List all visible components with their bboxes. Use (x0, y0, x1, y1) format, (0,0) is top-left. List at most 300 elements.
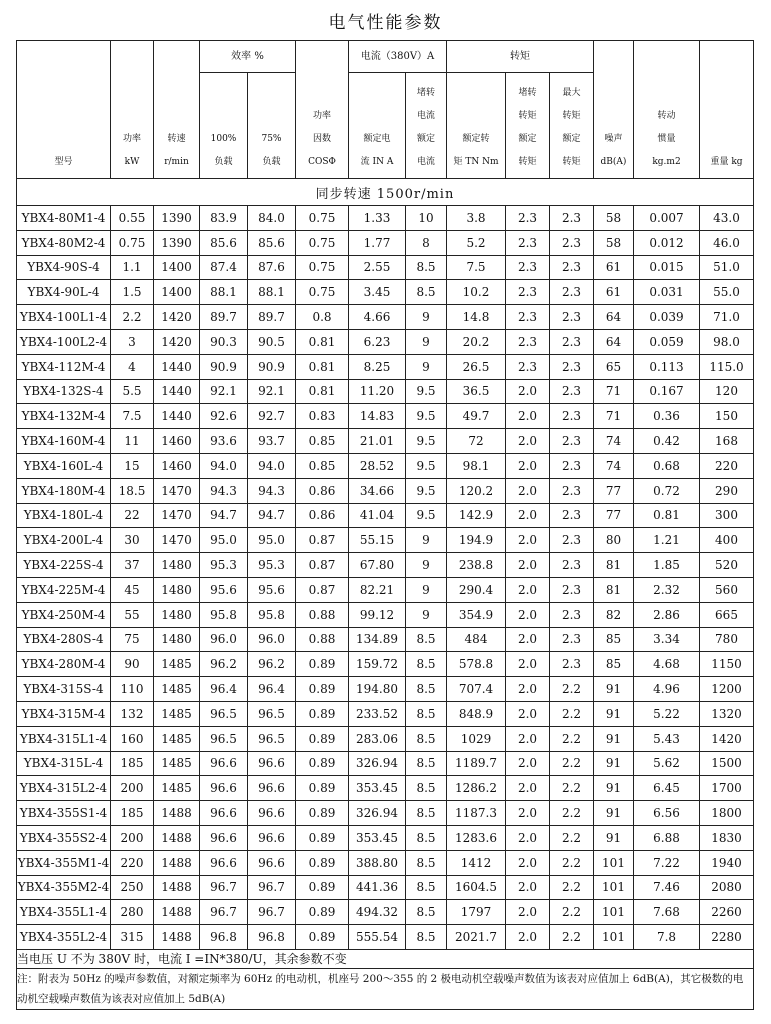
table-row (17, 528, 754, 553)
cell-power-factor: 0.86 (296, 503, 349, 528)
cell-noise: 71 (594, 379, 634, 404)
cell-max-torque-ratio: 2.3 (550, 354, 594, 379)
table-row (17, 280, 754, 305)
cell-model: YBX4-355M1-4 (17, 850, 111, 875)
cell-rated-torque: 578.8 (447, 652, 506, 677)
cell-power-factor: 0.75 (296, 255, 349, 280)
cell-eff-75: 96.6 (248, 801, 296, 826)
cell-speed: 1480 (154, 627, 200, 652)
table-row (17, 652, 754, 677)
cell-eff-75: 95.3 (248, 553, 296, 578)
cell-eff-100: 96.5 (200, 726, 248, 751)
cell-rated-torque: 290.4 (447, 577, 506, 602)
header-power: 功率 kW (111, 41, 154, 179)
cell-noise: 85 (594, 652, 634, 677)
cell-power-factor: 0.89 (296, 726, 349, 751)
cell-eff-100: 96.6 (200, 776, 248, 801)
cell-eff-100: 96.6 (200, 751, 248, 776)
cell-noise: 77 (594, 503, 634, 528)
cell-noise: 65 (594, 354, 634, 379)
cell-power-factor: 0.89 (296, 850, 349, 875)
cell-rated-current: 99.12 (349, 602, 406, 627)
cell-speed: 1400 (154, 255, 200, 280)
header-eff-75: 75% 负载 (248, 73, 296, 179)
cell-eff-100: 95.0 (200, 528, 248, 553)
cell-noise: 91 (594, 801, 634, 826)
cell-model: YBX4-90S-4 (17, 255, 111, 280)
cell-power: 132 (111, 701, 154, 726)
cell-power-factor: 0.75 (296, 280, 349, 305)
table-row (17, 404, 754, 429)
cell-eff-100: 94.0 (200, 453, 248, 478)
cell-eff-75: 96.6 (248, 751, 296, 776)
cell-weight: 1500 (700, 751, 754, 776)
cell-rated-current: 55.15 (349, 528, 406, 553)
cell-inertia: 6.45 (634, 776, 700, 801)
cell-model: YBX4-180M-4 (17, 478, 111, 503)
cell-rated-current: 326.94 (349, 751, 406, 776)
cell-model: YBX4-315S-4 (17, 677, 111, 702)
cell-rated-current: 1.77 (349, 230, 406, 255)
voltage-note: 当电压 U 不为 380V 时，电流 I =IN*380/U，其余参数不变 (17, 949, 754, 968)
cell-locked-torque-ratio: 2.0 (506, 528, 550, 553)
cell-noise: 101 (594, 850, 634, 875)
cell-eff-100: 96.7 (200, 875, 248, 900)
cell-max-torque-ratio: 2.3 (550, 379, 594, 404)
cell-rated-current: 21.01 (349, 429, 406, 454)
cell-inertia: 0.72 (634, 478, 700, 503)
header-max-torque-ratio: 最大 转矩 额定 转矩 (550, 73, 594, 179)
cell-power-factor: 0.85 (296, 453, 349, 478)
cell-eff-75: 94.3 (248, 478, 296, 503)
cell-power-factor: 0.89 (296, 825, 349, 850)
cell-eff-75: 93.7 (248, 429, 296, 454)
cell-locked-current-ratio: 9.5 (406, 453, 447, 478)
cell-power-factor: 0.89 (296, 652, 349, 677)
cell-weight: 46.0 (700, 230, 754, 255)
cell-weight: 115.0 (700, 354, 754, 379)
cell-speed: 1470 (154, 528, 200, 553)
cell-rated-current: 82.21 (349, 577, 406, 602)
header-current-group: 电流（380V）A (349, 41, 447, 73)
cell-speed: 1440 (154, 354, 200, 379)
cell-noise: 81 (594, 553, 634, 578)
table-row (17, 677, 754, 702)
cell-locked-torque-ratio: 2.0 (506, 801, 550, 826)
cell-rated-torque: 3.8 (447, 206, 506, 231)
cell-rated-current: 4.66 (349, 305, 406, 330)
cell-model: YBX4-315L-4 (17, 751, 111, 776)
cell-max-torque-ratio: 2.3 (550, 627, 594, 652)
cell-rated-current: 6.23 (349, 329, 406, 354)
cell-locked-current-ratio: 8.5 (406, 255, 447, 280)
cell-power: 250 (111, 875, 154, 900)
cell-power: 280 (111, 900, 154, 925)
cell-model: YBX4-250M-4 (17, 602, 111, 627)
cell-eff-75: 89.7 (248, 305, 296, 330)
cell-locked-torque-ratio: 2.0 (506, 577, 550, 602)
cell-noise: 61 (594, 255, 634, 280)
cell-inertia: 4.68 (634, 652, 700, 677)
cell-max-torque-ratio: 2.3 (550, 206, 594, 231)
cell-max-torque-ratio: 2.3 (550, 329, 594, 354)
cell-noise: 82 (594, 602, 634, 627)
cell-model: YBX4-315L1-4 (17, 726, 111, 751)
cell-speed: 1488 (154, 875, 200, 900)
cell-model: YBX4-355S1-4 (17, 801, 111, 826)
table-row (17, 503, 754, 528)
cell-rated-torque: 848.9 (447, 701, 506, 726)
cell-model: YBX4-100L2-4 (17, 329, 111, 354)
cell-rated-torque: 26.5 (447, 354, 506, 379)
cell-model: YBX4-355L2-4 (17, 925, 111, 950)
cell-speed: 1480 (154, 602, 200, 627)
cell-inertia: 6.88 (634, 825, 700, 850)
cell-weight: 1940 (700, 850, 754, 875)
cell-model: YBX4-355L1-4 (17, 900, 111, 925)
cell-rated-current: 134.89 (349, 627, 406, 652)
cell-weight: 1700 (700, 776, 754, 801)
cell-locked-current-ratio: 9 (406, 577, 447, 602)
cell-max-torque-ratio: 2.2 (550, 801, 594, 826)
cell-model: YBX4-90L-4 (17, 280, 111, 305)
cell-power-factor: 0.89 (296, 776, 349, 801)
cell-weight: 1420 (700, 726, 754, 751)
cell-locked-current-ratio: 8.5 (406, 751, 447, 776)
cell-weight: 2280 (700, 925, 754, 950)
cell-speed: 1470 (154, 503, 200, 528)
cell-eff-100: 94.3 (200, 478, 248, 503)
cell-max-torque-ratio: 2.2 (550, 701, 594, 726)
cell-inertia: 0.42 (634, 429, 700, 454)
cell-model: YBX4-280M-4 (17, 652, 111, 677)
cell-max-torque-ratio: 2.3 (550, 255, 594, 280)
cell-rated-current: 28.52 (349, 453, 406, 478)
cell-power-factor: 0.85 (296, 429, 349, 454)
header-torque-group: 转矩 (447, 41, 594, 73)
cell-power: 22 (111, 503, 154, 528)
cell-eff-100: 96.5 (200, 701, 248, 726)
cell-eff-75: 84.0 (248, 206, 296, 231)
cell-weight: 71.0 (700, 305, 754, 330)
cell-rated-torque: 20.2 (447, 329, 506, 354)
cell-speed: 1400 (154, 280, 200, 305)
cell-power-factor: 0.89 (296, 900, 349, 925)
noise-note: 注：附表为 50Hz 的噪声参数值，对额定频率为 60Hz 的电动机，机座号 200～355 的 2 极电动机空载噪声数值为该表对应值加上 6dB(A)，其它极数的电动机空载噪声数值为该表对应值加上 5dB(A) (17, 968, 754, 1009)
cell-power: 55 (111, 602, 154, 627)
cell-noise: 58 (594, 230, 634, 255)
cell-eff-75: 96.0 (248, 627, 296, 652)
header-model: 型号 (17, 41, 111, 179)
header-eff-100: 100% 负载 (200, 73, 248, 179)
cell-power: 1.5 (111, 280, 154, 305)
cell-power-factor: 0.89 (296, 751, 349, 776)
cell-power: 185 (111, 751, 154, 776)
cell-max-torque-ratio: 2.3 (550, 602, 594, 627)
cell-noise: 74 (594, 453, 634, 478)
cell-locked-current-ratio: 10 (406, 206, 447, 231)
cell-eff-75: 96.2 (248, 652, 296, 677)
cell-inertia: 2.86 (634, 602, 700, 627)
cell-inertia: 0.113 (634, 354, 700, 379)
cell-inertia: 3.34 (634, 627, 700, 652)
cell-power-factor: 0.81 (296, 379, 349, 404)
cell-locked-torque-ratio: 2.0 (506, 553, 550, 578)
cell-power-factor: 0.75 (296, 230, 349, 255)
cell-power: 220 (111, 850, 154, 875)
cell-noise: 58 (594, 206, 634, 231)
cell-noise: 81 (594, 577, 634, 602)
table-row (17, 825, 754, 850)
cell-max-torque-ratio: 2.2 (550, 850, 594, 875)
cell-noise: 77 (594, 478, 634, 503)
cell-max-torque-ratio: 2.3 (550, 280, 594, 305)
cell-model: YBX4-160M-4 (17, 429, 111, 454)
cell-power-factor: 0.87 (296, 528, 349, 553)
cell-eff-75: 96.7 (248, 875, 296, 900)
cell-model: YBX4-315M-4 (17, 701, 111, 726)
cell-max-torque-ratio: 2.2 (550, 875, 594, 900)
cell-rated-current: 8.25 (349, 354, 406, 379)
table-row (17, 553, 754, 578)
cell-eff-100: 83.9 (200, 206, 248, 231)
table-row (17, 429, 754, 454)
cell-model: YBX4-355M2-4 (17, 875, 111, 900)
cell-locked-torque-ratio: 2.0 (506, 925, 550, 950)
table-row (17, 230, 754, 255)
cell-eff-100: 92.1 (200, 379, 248, 404)
cell-speed: 1390 (154, 230, 200, 255)
cell-weight: 1320 (700, 701, 754, 726)
cell-power-factor: 0.86 (296, 478, 349, 503)
cell-model: YBX4-80M2-4 (17, 230, 111, 255)
cell-weight: 120 (700, 379, 754, 404)
cell-power-factor: 0.89 (296, 701, 349, 726)
cell-inertia: 5.22 (634, 701, 700, 726)
cell-inertia: 1.85 (634, 553, 700, 578)
cell-max-torque-ratio: 2.2 (550, 726, 594, 751)
cell-eff-75: 96.7 (248, 900, 296, 925)
cell-locked-torque-ratio: 2.0 (506, 850, 550, 875)
cell-max-torque-ratio: 2.3 (550, 230, 594, 255)
cell-speed: 1480 (154, 553, 200, 578)
cell-weight: 400 (700, 528, 754, 553)
cell-weight: 168 (700, 429, 754, 454)
cell-rated-torque: 194.9 (447, 528, 506, 553)
cell-power: 160 (111, 726, 154, 751)
cell-power-factor: 0.89 (296, 925, 349, 950)
cell-locked-torque-ratio: 2.0 (506, 825, 550, 850)
cell-power: 0.55 (111, 206, 154, 231)
cell-power: 0.75 (111, 230, 154, 255)
cell-eff-100: 96.6 (200, 850, 248, 875)
cell-model: YBX4-80M1-4 (17, 206, 111, 231)
cell-locked-current-ratio: 8.5 (406, 701, 447, 726)
cell-eff-100: 87.4 (200, 255, 248, 280)
cell-locked-current-ratio: 9.5 (406, 503, 447, 528)
table-row (17, 701, 754, 726)
cell-locked-torque-ratio: 2.3 (506, 329, 550, 354)
table-row (17, 875, 754, 900)
cell-rated-torque: 72 (447, 429, 506, 454)
cell-power: 30 (111, 528, 154, 553)
cell-inertia: 7.68 (634, 900, 700, 925)
cell-speed: 1488 (154, 925, 200, 950)
cell-eff-75: 95.0 (248, 528, 296, 553)
cell-max-torque-ratio: 2.3 (550, 652, 594, 677)
cell-rated-current: 353.45 (349, 776, 406, 801)
cell-power: 2.2 (111, 305, 154, 330)
cell-power: 185 (111, 801, 154, 826)
cell-power-factor: 0.87 (296, 553, 349, 578)
cell-rated-torque: 1797 (447, 900, 506, 925)
cell-rated-current: 34.66 (349, 478, 406, 503)
cell-rated-torque: 238.8 (447, 553, 506, 578)
cell-power-factor: 0.81 (296, 329, 349, 354)
cell-inertia: 7.8 (634, 925, 700, 950)
cell-locked-torque-ratio: 2.3 (506, 230, 550, 255)
cell-model: YBX4-280S-4 (17, 627, 111, 652)
cell-weight: 2260 (700, 900, 754, 925)
cell-weight: 150 (700, 404, 754, 429)
cell-weight: 1150 (700, 652, 754, 677)
cell-rated-current: 159.72 (349, 652, 406, 677)
cell-locked-current-ratio: 8.5 (406, 850, 447, 875)
cell-locked-torque-ratio: 2.3 (506, 255, 550, 280)
cell-max-torque-ratio: 2.3 (550, 429, 594, 454)
cell-noise: 101 (594, 875, 634, 900)
cell-speed: 1485 (154, 751, 200, 776)
cell-power: 200 (111, 776, 154, 801)
cell-power-factor: 0.75 (296, 206, 349, 231)
cell-speed: 1488 (154, 825, 200, 850)
cell-speed: 1440 (154, 404, 200, 429)
cell-eff-75: 96.6 (248, 850, 296, 875)
cell-noise: 91 (594, 751, 634, 776)
cell-power-factor: 0.87 (296, 577, 349, 602)
cell-power-factor: 0.89 (296, 875, 349, 900)
cell-rated-torque: 7.5 (447, 255, 506, 280)
cell-rated-current: 194.80 (349, 677, 406, 702)
cell-noise: 91 (594, 701, 634, 726)
cell-eff-75: 96.4 (248, 677, 296, 702)
cell-eff-100: 93.6 (200, 429, 248, 454)
cell-weight: 55.0 (700, 280, 754, 305)
cell-locked-current-ratio: 8.5 (406, 677, 447, 702)
cell-eff-75: 90.9 (248, 354, 296, 379)
cell-weight: 290 (700, 478, 754, 503)
table-row (17, 329, 754, 354)
cell-eff-100: 88.1 (200, 280, 248, 305)
cell-rated-current: 41.04 (349, 503, 406, 528)
cell-rated-current: 2.55 (349, 255, 406, 280)
table-row (17, 354, 754, 379)
cell-speed: 1470 (154, 478, 200, 503)
cell-locked-current-ratio: 8.5 (406, 776, 447, 801)
cell-inertia: 5.43 (634, 726, 700, 751)
cell-eff-75: 96.5 (248, 701, 296, 726)
cell-eff-75: 87.6 (248, 255, 296, 280)
cell-locked-torque-ratio: 2.3 (506, 280, 550, 305)
cell-noise: 91 (594, 726, 634, 751)
cell-locked-current-ratio: 8.5 (406, 875, 447, 900)
cell-eff-75: 94.7 (248, 503, 296, 528)
cell-locked-torque-ratio: 2.0 (506, 453, 550, 478)
cell-noise: 101 (594, 900, 634, 925)
cell-power: 18.5 (111, 478, 154, 503)
cell-max-torque-ratio: 2.2 (550, 677, 594, 702)
header-rated-torque: 额定转 矩 TN Nm (447, 73, 506, 179)
cell-speed: 1485 (154, 701, 200, 726)
cell-rated-torque: 1604.5 (447, 875, 506, 900)
cell-power: 200 (111, 825, 154, 850)
cell-rated-torque: 354.9 (447, 602, 506, 627)
cell-rated-current: 67.80 (349, 553, 406, 578)
header-locked-current-ratio: 堵转 电流 额定 电流 (406, 73, 447, 179)
cell-weight: 1830 (700, 825, 754, 850)
cell-weight: 1200 (700, 677, 754, 702)
table-row (17, 379, 754, 404)
cell-power-factor: 0.88 (296, 602, 349, 627)
cell-noise: 101 (594, 925, 634, 950)
cell-eff-100: 90.3 (200, 329, 248, 354)
cell-locked-torque-ratio: 2.0 (506, 701, 550, 726)
cell-locked-torque-ratio: 2.0 (506, 379, 550, 404)
table-row (17, 925, 754, 950)
cell-locked-current-ratio: 8.5 (406, 900, 447, 925)
cell-locked-torque-ratio: 2.3 (506, 206, 550, 231)
cell-rated-torque: 1187.3 (447, 801, 506, 826)
cell-eff-100: 96.7 (200, 900, 248, 925)
cell-locked-current-ratio: 8 (406, 230, 447, 255)
cell-locked-current-ratio: 8.5 (406, 280, 447, 305)
cell-inertia: 1.21 (634, 528, 700, 553)
cell-weight: 98.0 (700, 329, 754, 354)
cell-power: 90 (111, 652, 154, 677)
cell-rated-current: 555.54 (349, 925, 406, 950)
cell-inertia: 0.039 (634, 305, 700, 330)
cell-locked-current-ratio: 8.5 (406, 801, 447, 826)
cell-eff-100: 96.2 (200, 652, 248, 677)
header-efficiency-group: 效率 % (200, 41, 296, 73)
header-noise: 噪声 dB(A) (594, 41, 634, 179)
cell-locked-current-ratio: 8.5 (406, 627, 447, 652)
cell-eff-100: 92.6 (200, 404, 248, 429)
cell-speed: 1440 (154, 379, 200, 404)
cell-locked-current-ratio: 9 (406, 602, 447, 627)
cell-speed: 1488 (154, 900, 200, 925)
section-row (17, 179, 754, 206)
cell-power: 315 (111, 925, 154, 950)
cell-inertia: 5.62 (634, 751, 700, 776)
cell-noise: 91 (594, 677, 634, 702)
cell-power: 4 (111, 354, 154, 379)
cell-locked-torque-ratio: 2.0 (506, 652, 550, 677)
cell-rated-current: 326.94 (349, 801, 406, 826)
cell-power: 3 (111, 329, 154, 354)
cell-speed: 1420 (154, 329, 200, 354)
cell-eff-75: 90.5 (248, 329, 296, 354)
cell-noise: 74 (594, 429, 634, 454)
cell-power-factor: 0.83 (296, 404, 349, 429)
cell-inertia: 0.007 (634, 206, 700, 231)
cell-eff-100: 96.6 (200, 801, 248, 826)
cell-locked-torque-ratio: 2.0 (506, 677, 550, 702)
cell-power: 1.1 (111, 255, 154, 280)
cell-eff-75: 96.6 (248, 825, 296, 850)
cell-max-torque-ratio: 2.3 (550, 404, 594, 429)
cell-max-torque-ratio: 2.3 (550, 577, 594, 602)
